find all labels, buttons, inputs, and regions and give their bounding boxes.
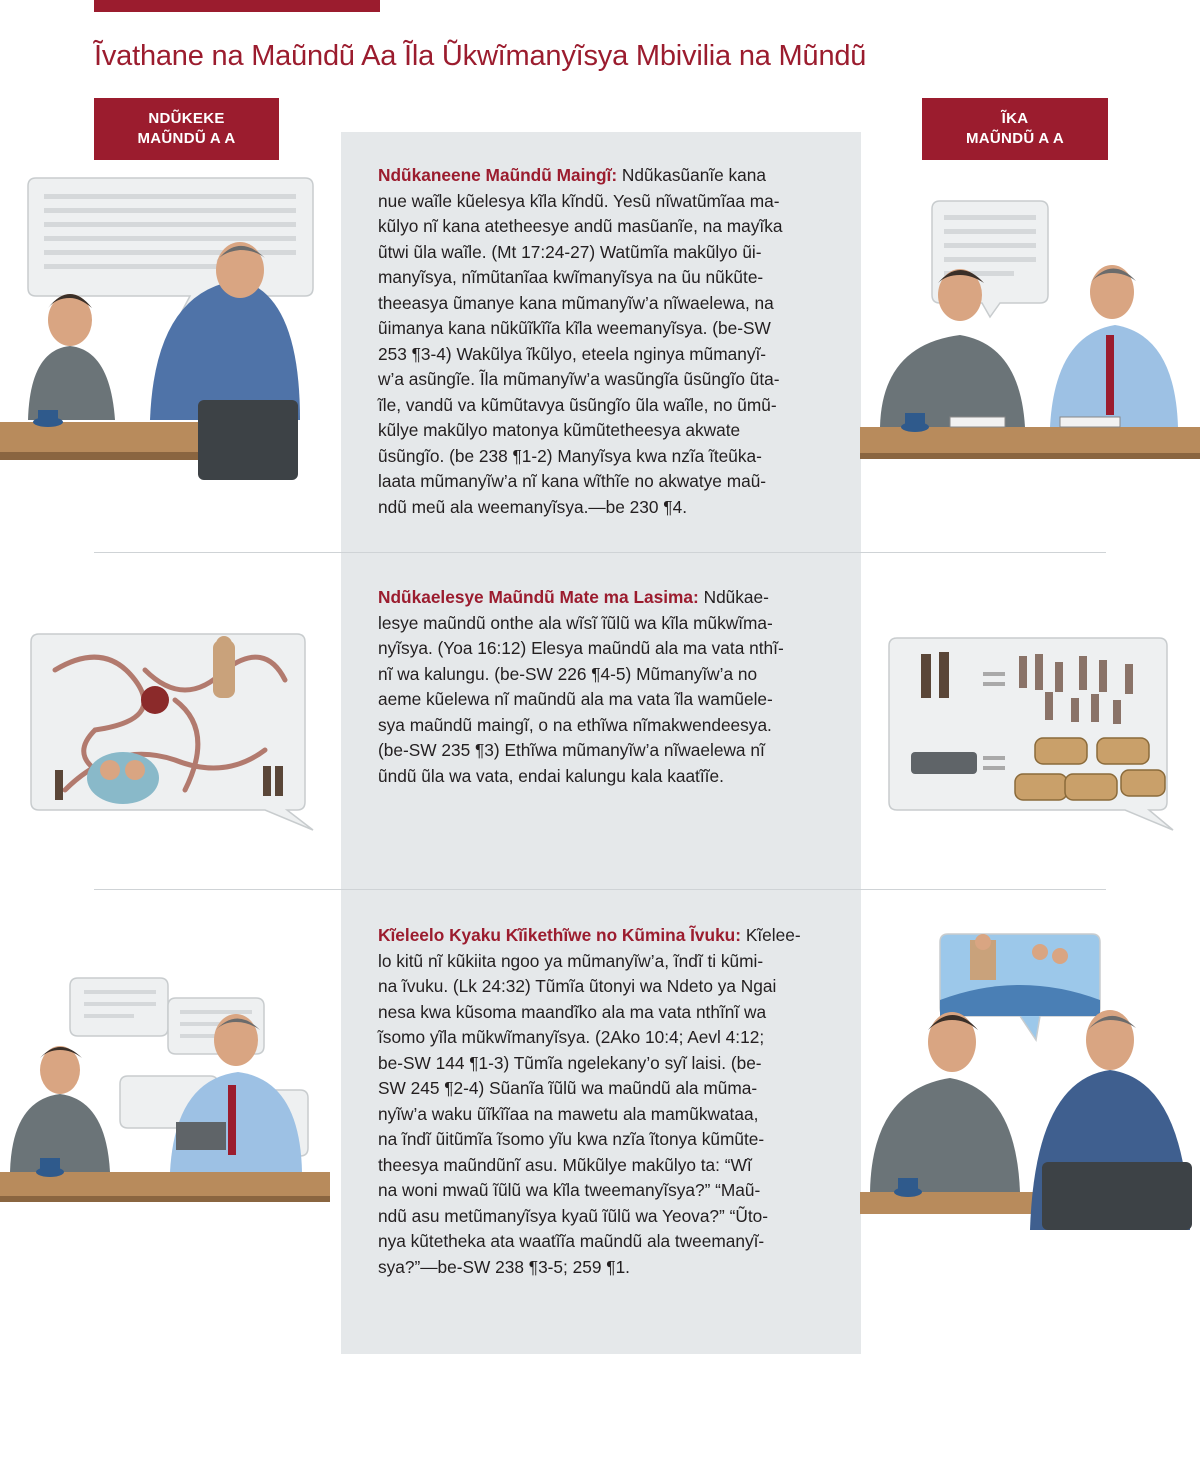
section-2-line: nyĩsya. (Yoa 16:12) Elesya maũndũ ala ma vata nthĩ- — [378, 638, 784, 658]
illustration-finishing-book — [0, 970, 330, 1230]
section-3-line: nesa kwa kũsoma maandĩko ala ma vata nthĩnĩ wa — [378, 1001, 767, 1022]
tag-left-line-2: MAŨNDŨ A A — [137, 130, 236, 147]
section-2-line: aeme kũelewa nĩ maũndũ ala ma vata ĩla wamũele- — [378, 689, 773, 709]
tag-left-line-1: NDŨKEKE — [148, 110, 225, 127]
section-1-line: theeasya ũmanye kana mũmanyĩw’a nĩwaelewa, na — [378, 292, 774, 313]
section-3-line: lo kitũ nĩ kũkiita ngoo ya mũmanyĩw’a, ĩndĩ ti kũmi- — [378, 950, 764, 971]
section-3-line: sya?”—be-SW 238 ¶3-5; 259 ¶1. — [378, 1256, 630, 1277]
illustration-key-points — [885, 634, 1180, 834]
section-3-heading: Kĩeleelo Kyaku Kĩikethĩwe no Kũmina Ĩvuku: — [378, 925, 741, 945]
section-1-heading: Ndũkaneene Maũndũ Maingĩ: — [378, 165, 618, 185]
section-1-line: manyĩsya, nĩmũtanĩaa kwĩmanyĩsya na ũu nũkũte- — [378, 267, 764, 287]
section-1-line: ũtwi ũla waĩle. (Mt 17:24-27) Watũmĩa makũlyo ũi- — [378, 241, 762, 262]
section-3-line: na ĩndĩ ũitũmĩa ĩsomo yĩu kwa nzĩa ĩtonya kũmũte- — [378, 1129, 765, 1149]
divider-1 — [94, 552, 1106, 553]
section-3-line: Kĩelee- — [745, 925, 801, 945]
illustration-too-many-topics — [25, 630, 325, 835]
page-title: Ĩvathane na Maũndũ Aa Ĩla Ũkwĩmanyĩsya Mbivilia na Mũndũ — [94, 40, 867, 72]
section-1-line: 253 ¶3-4) Wakũlya ĩkũlyo, eteela nginya mũmanyĩ- — [378, 343, 767, 364]
section-3-line: SW 245 ¶2-4) Sũanĩa ĩũlũ wa maũndũ ala mũma- — [378, 1078, 758, 1098]
section-3-line: nyĩw’a waku ũĩkĩĩaa na mawetu ala mamũkwataa, — [378, 1103, 759, 1124]
top-accent-bar — [94, 0, 380, 12]
tag-do — [922, 98, 1108, 160]
tag-right-line-2: MAŨNDŨ A A — [966, 130, 1064, 147]
section-2-line: ũndũ ũla wa vata, endai kalungu kala kaatĩĩe. — [378, 765, 724, 786]
section-3-line: ndũ asu metũmanyĩsya kyaũ ĩũlũ wa Yeova?” “Ũto- — [378, 1205, 769, 1226]
illustration-talking-too-much — [0, 170, 330, 500]
section-2-line: nĩ wa kalungu. (be-SW 226 ¶4-5) Mũmanyĩw’a no — [378, 663, 758, 684]
section-1-line: Ndũkasũanĩe kana — [621, 165, 767, 185]
tag-dont-do — [94, 98, 279, 160]
section-3-line: theesya maũndũnĩ asu. Mũkũlye makũlyo ta: “Wĩ — [378, 1154, 752, 1175]
section-3-line: be-SW 144 ¶1-3) Tũmĩa ngelekany’o syĩ laisi. (be- — [378, 1052, 762, 1073]
section-1-line: w’a asũngĩe. Ĩla mũmanyĩw’a wasũngĩa ũsũngĩo ũta- — [378, 369, 780, 389]
section-1-line: ĩle, vandũ va kũmũtavya ũsũngĩo ũla waĩle, no ũmũ- — [378, 394, 777, 415]
section-1-line: ũimanya kana nũkũĩkĩĩa kĩla weemanyĩsya. (be-SW — [378, 318, 771, 338]
tag-right-line-1: ĨKA — [1001, 110, 1029, 127]
section-2-heading: Ndũkaelesye Maũndũ Mate ma Lasima: — [378, 587, 699, 607]
section-3-line: ĩsomo yĩla mũkwĩmanyĩsya. (2Ako 10:4; Aevl 4:12; — [378, 1027, 765, 1047]
illustration-reach-heart — [860, 930, 1200, 1230]
section-3-line: na ĩvuku. (Lk 24:32) Tũmĩa ũtonyi wa Ndeto ya Ngai — [378, 976, 777, 996]
section-1-text — [378, 163, 828, 520]
section-1-line: kũlye makũlyo matonya kũmũtetheesya akwate — [378, 420, 741, 440]
section-2-line: sya maũndũ maingĩ, o na ethĩwa nĩmakwendeesya. — [378, 714, 772, 735]
section-2-line: Ndũkae- — [703, 587, 769, 607]
section-3-line: nya kũtetheka ata waatĩĩa maũndũ ala tweemanyĩ- — [378, 1231, 765, 1251]
section-1-line: laata mũmanyĩw’a nĩ kana wĩthĩe no akwatye maũ- — [378, 471, 767, 491]
section-1-line: ndũ meũ ala weemanyĩsya.—be 230 ¶4. — [378, 496, 688, 517]
section-2-line: lesye maũndũ onthe ala wĩsĩ ĩũlũ wa kĩla mũkwĩma- — [378, 612, 773, 633]
section-2-text — [378, 585, 828, 789]
section-2-line: (be-SW 235 ¶3) Ethĩwa mũmanyĩw’a nĩwaelewa nĩ — [378, 740, 765, 760]
section-1-line: nue waĩle kũelesya kĩla kĩndũ. Yesũ nĩwatũmĩaa ma- — [378, 190, 780, 211]
divider-2 — [94, 889, 1106, 890]
section-3-text — [378, 923, 828, 1280]
illustration-asking-questions — [860, 195, 1200, 485]
section-1-line: ũsũngĩo. (be 238 ¶1-2) Manyĩsya kwa nzĩa ĩteũka- — [378, 445, 762, 466]
section-3-line: na woni mwaũ ĩũlũ wa kĩla tweemanyĩsya?” “Maũ- — [378, 1180, 761, 1200]
section-1-line: kũlyo nĩ kana atetheesye andũ masũanĩe, na mayĩka — [378, 216, 783, 236]
